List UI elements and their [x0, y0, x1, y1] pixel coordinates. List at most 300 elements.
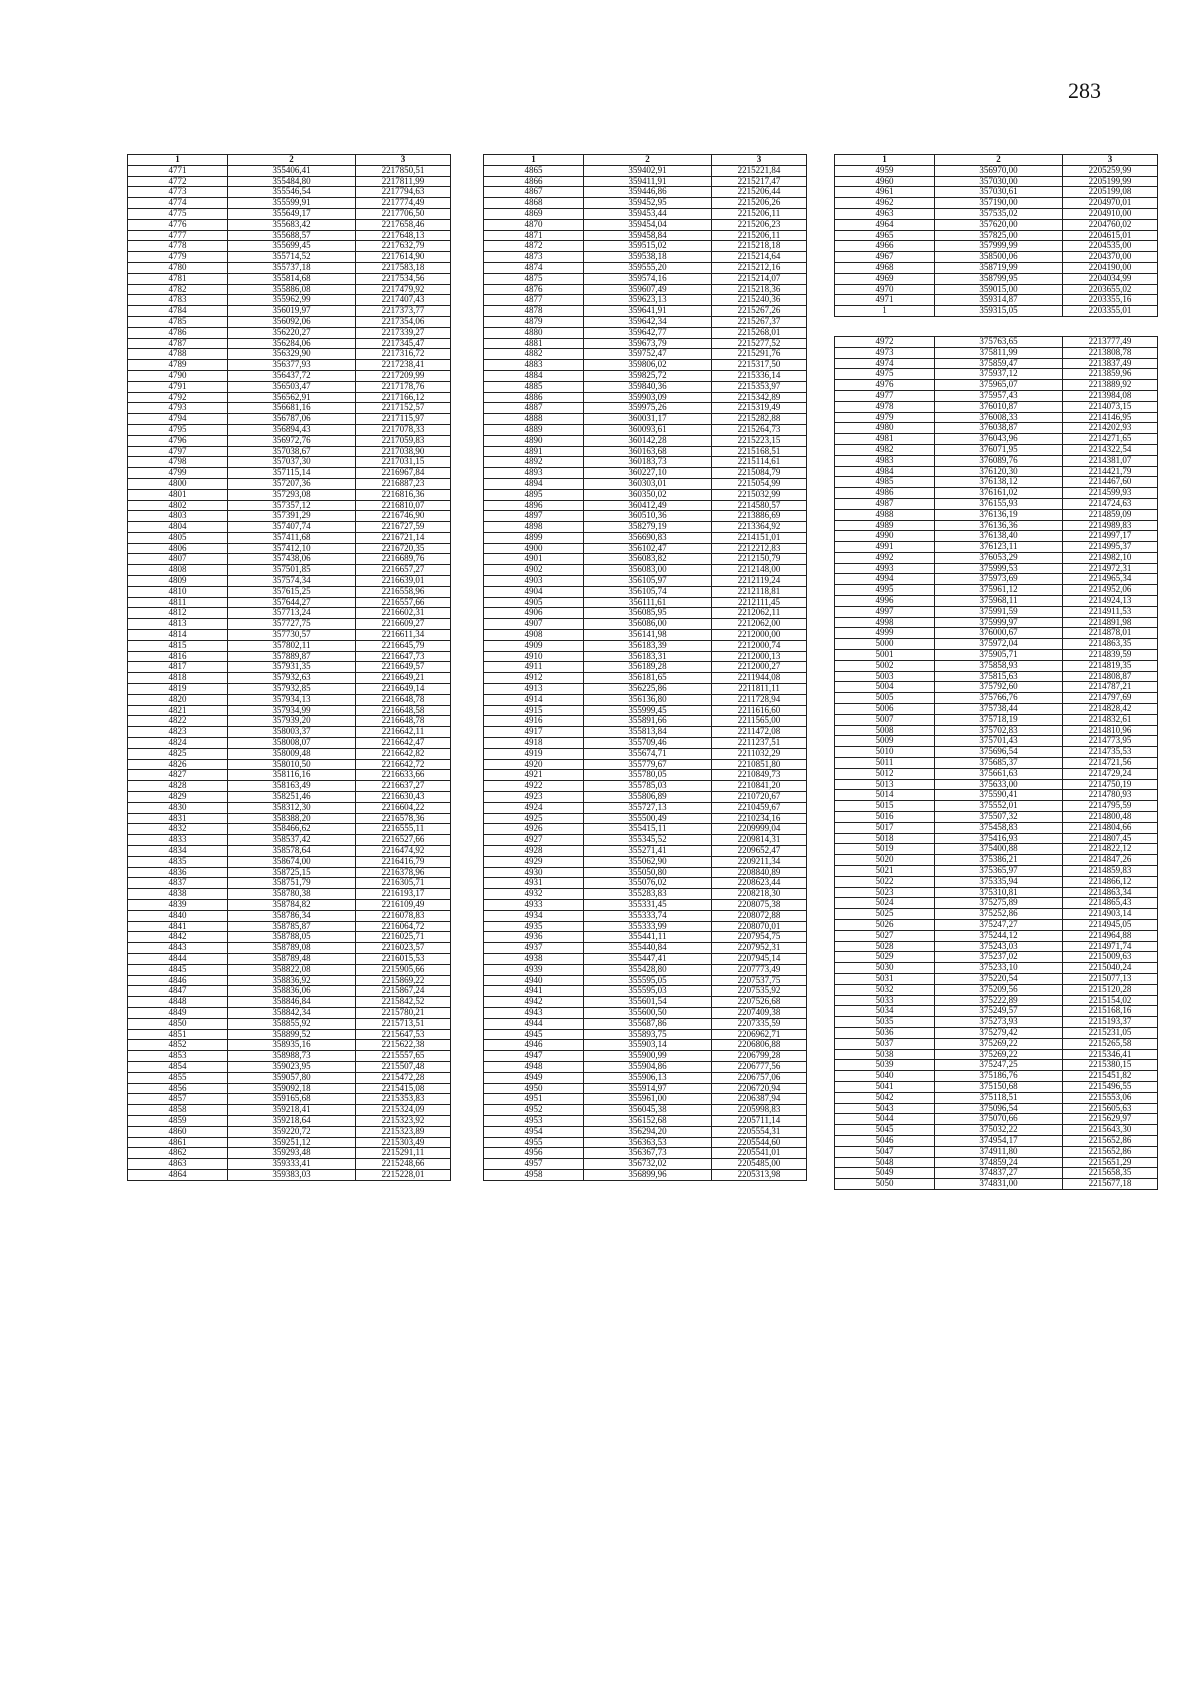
- y-coordinate-cell: 2208218,30: [712, 889, 807, 900]
- x-coordinate-cell: 360303,01: [584, 478, 712, 489]
- y-coordinate-cell: 2215248,66: [356, 1159, 451, 1170]
- point-number-cell: 5004: [835, 682, 935, 693]
- point-number-cell: 4924: [484, 802, 584, 813]
- x-coordinate-cell: 375972,04: [935, 639, 1063, 650]
- x-coordinate-cell: 375696,54: [935, 747, 1063, 758]
- point-number-cell: 5043: [835, 1103, 935, 1114]
- x-coordinate-cell: 355649,17: [228, 208, 356, 219]
- x-coordinate-cell: 356294,20: [584, 1126, 712, 1137]
- x-coordinate-cell: 355595,05: [584, 975, 712, 986]
- y-coordinate-cell: 2208840,89: [712, 867, 807, 878]
- table-row: [835, 412, 1158, 423]
- y-coordinate-cell: 2216023,57: [356, 943, 451, 954]
- table-row: [128, 230, 451, 241]
- x-coordinate-cell: 356329,90: [228, 349, 356, 360]
- y-coordinate-cell: 2215154,02: [1063, 995, 1158, 1006]
- point-number-cell: 5026: [835, 919, 935, 930]
- point-number-cell: 4972: [835, 336, 935, 347]
- x-coordinate-cell: 358466,62: [228, 824, 356, 835]
- y-coordinate-cell: 2208072,88: [712, 910, 807, 921]
- x-coordinate-cell: 375220,54: [935, 973, 1063, 984]
- table-row: [484, 478, 807, 489]
- point-number-cell: 4773: [128, 187, 228, 198]
- x-coordinate-cell: 357802,11: [228, 640, 356, 651]
- x-coordinate-cell: 375222,89: [935, 995, 1063, 1006]
- x-coordinate-cell: 358855,92: [228, 1018, 356, 1029]
- point-number-cell: 4964: [835, 219, 935, 230]
- y-coordinate-cell: 2214804,66: [1063, 822, 1158, 833]
- x-coordinate-cell: 375247,27: [935, 919, 1063, 930]
- table-row: [128, 640, 451, 651]
- y-coordinate-cell: 2211616,60: [712, 705, 807, 716]
- table-row: [484, 457, 807, 468]
- point-number-cell: 4850: [128, 1018, 228, 1029]
- point-number-cell: 4962: [835, 198, 935, 209]
- point-number-cell: 4840: [128, 910, 228, 921]
- point-number-cell: 5015: [835, 801, 935, 812]
- x-coordinate-cell: 359454,04: [584, 219, 712, 230]
- point-number-cell: 4970: [835, 284, 935, 295]
- point-number-cell: 4811: [128, 597, 228, 608]
- table-row: [484, 230, 807, 241]
- point-number-cell: 5045: [835, 1125, 935, 1136]
- y-coordinate-cell: 2207409,38: [712, 1007, 807, 1018]
- y-coordinate-cell: 2207535,92: [712, 986, 807, 997]
- y-coordinate-cell: 2215277,52: [712, 338, 807, 349]
- x-coordinate-cell: 358822,08: [228, 964, 356, 975]
- table-row: [128, 986, 451, 997]
- table-row: [484, 846, 807, 857]
- y-coordinate-cell: 2204910,00: [1063, 208, 1158, 219]
- x-coordinate-cell: 356105,97: [584, 576, 712, 587]
- y-coordinate-cell: 2215647,53: [356, 1029, 451, 1040]
- y-coordinate-cell: 2215268,01: [712, 327, 807, 338]
- point-number-cell: 4976: [835, 380, 935, 391]
- y-coordinate-cell: 2204615,01: [1063, 230, 1158, 241]
- x-coordinate-cell: 358725,15: [228, 867, 356, 878]
- point-number-cell: 4907: [484, 619, 584, 630]
- y-coordinate-cell: 2215168,51: [712, 446, 807, 457]
- x-coordinate-cell: 375701,43: [935, 736, 1063, 747]
- y-coordinate-cell: 2215658,35: [1063, 1168, 1158, 1179]
- table-row: [128, 1137, 451, 1148]
- table-row: [484, 824, 807, 835]
- point-number-cell: 4819: [128, 684, 228, 695]
- point-number-cell: 5047: [835, 1146, 935, 1157]
- y-coordinate-cell: 2214800,48: [1063, 812, 1158, 823]
- table-row: [835, 973, 1158, 984]
- y-coordinate-cell: 2215867,24: [356, 986, 451, 997]
- table-row: [128, 651, 451, 662]
- y-coordinate-cell: 2214982,10: [1063, 552, 1158, 563]
- table-row: [484, 889, 807, 900]
- point-number-cell: 4869: [484, 208, 584, 219]
- y-coordinate-cell: 2204190,00: [1063, 262, 1158, 273]
- x-coordinate-cell: 357190,00: [935, 198, 1063, 209]
- point-number-cell: 5014: [835, 790, 935, 801]
- y-coordinate-cell: 2216642,82: [356, 748, 451, 759]
- y-coordinate-cell: 2211237,51: [712, 738, 807, 749]
- y-coordinate-cell: 2215323,92: [356, 1115, 451, 1126]
- y-coordinate-cell: 2214863,35: [1063, 639, 1158, 650]
- y-coordinate-cell: 2216648,78: [356, 694, 451, 705]
- y-coordinate-cell: 2214724,63: [1063, 498, 1158, 509]
- point-number-cell: 5011: [835, 758, 935, 769]
- x-coordinate-cell: 376138,12: [935, 477, 1063, 488]
- table-row: [835, 725, 1158, 736]
- x-coordinate-cell: 358279,19: [584, 522, 712, 533]
- table-row: [484, 424, 807, 435]
- x-coordinate-cell: 360510,36: [584, 511, 712, 522]
- table-row: [484, 435, 807, 446]
- y-coordinate-cell: 2204970,01: [1063, 198, 1158, 209]
- y-coordinate-cell: 2214839,59: [1063, 650, 1158, 661]
- x-coordinate-cell: 374954,17: [935, 1135, 1063, 1146]
- y-coordinate-cell: 2213777,49: [1063, 336, 1158, 347]
- x-coordinate-cell: 375186,76: [935, 1071, 1063, 1082]
- point-number-cell: 4793: [128, 403, 228, 414]
- x-coordinate-cell: 375244,12: [935, 930, 1063, 941]
- y-coordinate-cell: 2216527,66: [356, 835, 451, 846]
- point-number-cell: 4865: [484, 165, 584, 176]
- point-number-cell: 4843: [128, 943, 228, 954]
- table-row: [835, 1006, 1158, 1017]
- x-coordinate-cell: 376123,11: [935, 542, 1063, 553]
- y-coordinate-cell: 2214146,95: [1063, 412, 1158, 423]
- table-row: [835, 284, 1158, 295]
- y-coordinate-cell: 2214599,93: [1063, 488, 1158, 499]
- x-coordinate-cell: 357889,87: [228, 651, 356, 662]
- x-coordinate-cell: 357620,00: [935, 219, 1063, 230]
- table-row: [128, 165, 451, 176]
- x-coordinate-cell: 359383,03: [228, 1169, 356, 1180]
- y-coordinate-cell: 2216649,21: [356, 673, 451, 684]
- point-number-cell: 4990: [835, 531, 935, 542]
- y-coordinate-cell: 2215905,66: [356, 964, 451, 975]
- point-number-cell: 4798: [128, 457, 228, 468]
- point-number-cell: 4981: [835, 434, 935, 445]
- point-number-cell: 4829: [128, 792, 228, 803]
- table-row: [484, 932, 807, 943]
- x-coordinate-cell: 359840,36: [584, 381, 712, 392]
- table-row: [128, 392, 451, 403]
- point-number-cell: 4912: [484, 673, 584, 684]
- table-row: [484, 316, 807, 327]
- table-row: [835, 714, 1158, 725]
- table-row: [128, 630, 451, 641]
- y-coordinate-cell: 2216649,57: [356, 662, 451, 673]
- table-row: [128, 846, 451, 857]
- y-coordinate-cell: 2213364,92: [712, 522, 807, 533]
- point-number-cell: 4859: [128, 1115, 228, 1126]
- x-coordinate-cell: 356681,16: [228, 403, 356, 414]
- point-number-cell: 4864: [128, 1169, 228, 1180]
- y-coordinate-cell: 2216558,96: [356, 586, 451, 597]
- point-number-cell: 4883: [484, 360, 584, 371]
- y-coordinate-cell: 2212119,24: [712, 576, 807, 587]
- x-coordinate-cell: 357357,12: [228, 500, 356, 511]
- point-number-cell: 4806: [128, 543, 228, 554]
- x-coordinate-cell: 358578,64: [228, 846, 356, 857]
- y-coordinate-cell: 2214971,74: [1063, 941, 1158, 952]
- y-coordinate-cell: 2216642,72: [356, 759, 451, 770]
- y-coordinate-cell: 2217031,15: [356, 457, 451, 468]
- point-number-cell: 5007: [835, 714, 935, 725]
- point-number-cell: 4879: [484, 316, 584, 327]
- point-number-cell: 4810: [128, 586, 228, 597]
- point-number-cell: 4998: [835, 617, 935, 628]
- x-coordinate-cell: 375763,65: [935, 336, 1063, 347]
- table-row: [128, 208, 451, 219]
- table-row: [835, 1157, 1158, 1168]
- table-row: [484, 414, 807, 425]
- x-coordinate-cell: 375096,54: [935, 1103, 1063, 1114]
- x-coordinate-cell: 355785,03: [584, 781, 712, 792]
- table-row: [128, 619, 451, 630]
- x-coordinate-cell: 355962,99: [228, 295, 356, 306]
- x-coordinate-cell: 375738,44: [935, 704, 1063, 715]
- x-coordinate-cell: 355814,68: [228, 273, 356, 284]
- x-coordinate-cell: 355345,52: [584, 835, 712, 846]
- x-coordinate-cell: 356894,43: [228, 424, 356, 435]
- x-coordinate-cell: 359411,91: [584, 176, 712, 187]
- y-coordinate-cell: 2215231,05: [1063, 1027, 1158, 1038]
- x-coordinate-cell: 355500,49: [584, 813, 712, 824]
- point-number-cell: 4988: [835, 509, 935, 520]
- x-coordinate-cell: 357644,27: [228, 597, 356, 608]
- table-row: [484, 1007, 807, 1018]
- y-coordinate-cell: 2215496,55: [1063, 1081, 1158, 1092]
- y-coordinate-cell: 2205485,00: [712, 1159, 807, 1170]
- table-row: [835, 477, 1158, 488]
- y-coordinate-cell: 2212118,81: [712, 586, 807, 597]
- point-number-cell: 4781: [128, 273, 228, 284]
- x-coordinate-cell: 356284,06: [228, 338, 356, 349]
- table-row: [484, 813, 807, 824]
- y-coordinate-cell: 2212111,45: [712, 597, 807, 608]
- y-coordinate-cell: 2217774,49: [356, 198, 451, 209]
- table-row: [835, 401, 1158, 412]
- x-coordinate-cell: 356083,00: [584, 565, 712, 576]
- y-coordinate-cell: 2215264,73: [712, 424, 807, 435]
- x-coordinate-cell: 375233,10: [935, 963, 1063, 974]
- y-coordinate-cell: 2205711,14: [712, 1115, 807, 1126]
- point-number-cell: 4995: [835, 585, 935, 596]
- table-row: [128, 964, 451, 975]
- table-row: [835, 574, 1158, 585]
- point-number-cell: 5037: [835, 1038, 935, 1049]
- point-number-cell: 4983: [835, 455, 935, 466]
- table-row: [128, 910, 451, 921]
- y-coordinate-cell: 2204760,02: [1063, 219, 1158, 230]
- x-coordinate-cell: 360031,17: [584, 414, 712, 425]
- x-coordinate-cell: 375685,37: [935, 758, 1063, 769]
- y-coordinate-cell: 2215319,49: [712, 403, 807, 414]
- y-coordinate-cell: 2216025,71: [356, 932, 451, 943]
- x-coordinate-cell: 355906,13: [584, 1072, 712, 1083]
- x-coordinate-cell: 358537,42: [228, 835, 356, 846]
- point-number-cell: 4887: [484, 403, 584, 414]
- point-number-cell: 4841: [128, 921, 228, 932]
- x-coordinate-cell: 376138,40: [935, 531, 1063, 542]
- table-row: [128, 856, 451, 867]
- point-number-cell: 4779: [128, 252, 228, 263]
- x-coordinate-cell: 358116,16: [228, 770, 356, 781]
- point-number-cell: 4860: [128, 1126, 228, 1137]
- table-row: [835, 434, 1158, 445]
- point-number-cell: 4915: [484, 705, 584, 716]
- point-number-cell: 4921: [484, 770, 584, 781]
- x-coordinate-cell: 355813,84: [584, 727, 712, 738]
- point-number-cell: 4894: [484, 478, 584, 489]
- x-coordinate-cell: 357730,57: [228, 630, 356, 641]
- y-coordinate-cell: 2216642,47: [356, 738, 451, 749]
- table-row: [128, 327, 451, 338]
- table-row: [128, 770, 451, 781]
- y-coordinate-cell: 2206799,28: [712, 1051, 807, 1062]
- y-coordinate-cell: 2211944,08: [712, 673, 807, 684]
- point-number-cell: 4947: [484, 1051, 584, 1062]
- x-coordinate-cell: 355699,45: [228, 241, 356, 252]
- point-number-cell: 5041: [835, 1081, 935, 1092]
- table-row: [835, 660, 1158, 671]
- table-row: [484, 1029, 807, 1040]
- y-coordinate-cell: 2212148,00: [712, 565, 807, 576]
- y-coordinate-cell: 2215346,41: [1063, 1049, 1158, 1060]
- point-number-cell: 4927: [484, 835, 584, 846]
- point-number-cell: 4911: [484, 662, 584, 673]
- point-number-cell: 5016: [835, 812, 935, 823]
- x-coordinate-cell: 355903,14: [584, 1040, 712, 1051]
- table-row: [484, 381, 807, 392]
- x-coordinate-cell: 356045,38: [584, 1105, 712, 1116]
- y-coordinate-cell: 2211728,94: [712, 694, 807, 705]
- table-row: [128, 705, 451, 716]
- y-coordinate-cell: 2205998,83: [712, 1105, 807, 1116]
- y-coordinate-cell: 2217038,90: [356, 446, 451, 457]
- y-coordinate-cell: 2215206,44: [712, 187, 807, 198]
- point-number-cell: 4855: [128, 1072, 228, 1083]
- y-coordinate-cell: 2216967,84: [356, 468, 451, 479]
- y-coordinate-cell: 2217115,97: [356, 414, 451, 425]
- y-coordinate-cell: 2215040,24: [1063, 963, 1158, 974]
- coordinate-table-2: [483, 154, 807, 1181]
- x-coordinate-cell: 356019,97: [228, 306, 356, 317]
- point-number-cell: 5000: [835, 639, 935, 650]
- x-coordinate-cell: 355062,90: [584, 856, 712, 867]
- table-row: [484, 1126, 807, 1137]
- point-number-cell: 4987: [835, 498, 935, 509]
- table-row: [128, 738, 451, 749]
- y-coordinate-cell: 2214822,12: [1063, 844, 1158, 855]
- table-row: [835, 563, 1158, 574]
- table-row: [484, 910, 807, 921]
- table-row: [835, 790, 1158, 801]
- table-row: [835, 1081, 1158, 1092]
- x-coordinate-cell: 357407,74: [228, 522, 356, 533]
- table-row: [128, 867, 451, 878]
- x-coordinate-cell: 356086,00: [584, 619, 712, 630]
- table-row: [484, 338, 807, 349]
- y-coordinate-cell: 2204370,00: [1063, 252, 1158, 263]
- y-coordinate-cell: 2217345,47: [356, 338, 451, 349]
- table-row: [128, 899, 451, 910]
- table-row: [128, 889, 451, 900]
- point-number-cell: 4797: [128, 446, 228, 457]
- y-coordinate-cell: 2214819,35: [1063, 660, 1158, 671]
- y-coordinate-cell: 2214995,37: [1063, 542, 1158, 553]
- y-coordinate-cell: 2215217,47: [712, 176, 807, 187]
- y-coordinate-cell: 2214989,83: [1063, 520, 1158, 531]
- x-coordinate-cell: 357574,34: [228, 576, 356, 587]
- point-number-cell: 5032: [835, 984, 935, 995]
- y-coordinate-cell: 2216602,31: [356, 608, 451, 619]
- table-row: [835, 930, 1158, 941]
- table-row: [128, 543, 451, 554]
- point-number-cell: 4844: [128, 953, 228, 964]
- y-coordinate-cell: 2215303,49: [356, 1137, 451, 1148]
- y-coordinate-cell: 2216746,90: [356, 511, 451, 522]
- point-number-cell: 4821: [128, 705, 228, 716]
- point-number-cell: 4862: [128, 1148, 228, 1159]
- table-row: [484, 219, 807, 230]
- table-row: [484, 748, 807, 759]
- table-row: [484, 543, 807, 554]
- y-coordinate-cell: 2209211,34: [712, 856, 807, 867]
- x-coordinate-cell: 355714,52: [228, 252, 356, 263]
- table-row: [484, 586, 807, 597]
- point-number-cell: 4818: [128, 673, 228, 684]
- point-number-cell: 4800: [128, 478, 228, 489]
- y-coordinate-cell: 2215084,79: [712, 468, 807, 479]
- point-number-cell: 4952: [484, 1105, 584, 1116]
- point-number-cell: 4884: [484, 370, 584, 381]
- table-row: [484, 306, 807, 317]
- y-coordinate-cell: 2217209,99: [356, 370, 451, 381]
- x-coordinate-cell: 356189,28: [584, 662, 712, 673]
- x-coordinate-cell: 356085,95: [584, 608, 712, 619]
- point-number-cell: 4784: [128, 306, 228, 317]
- point-number-cell: 5025: [835, 909, 935, 920]
- table-row: [484, 608, 807, 619]
- y-coordinate-cell: 2216647,73: [356, 651, 451, 662]
- y-coordinate-cell: 2216721,14: [356, 532, 451, 543]
- y-coordinate-cell: 2214859,09: [1063, 509, 1158, 520]
- table-row: [128, 802, 451, 813]
- x-coordinate-cell: 359251,12: [228, 1137, 356, 1148]
- point-number-cell: 4851: [128, 1029, 228, 1040]
- y-coordinate-cell: 2203655,02: [1063, 284, 1158, 295]
- table-row: [484, 176, 807, 187]
- point-number-cell: 4953: [484, 1115, 584, 1126]
- point-number-cell: 5028: [835, 941, 935, 952]
- y-coordinate-cell: 2217373,77: [356, 306, 451, 317]
- point-number-cell: 4827: [128, 770, 228, 781]
- point-number-cell: 5013: [835, 779, 935, 790]
- point-number-cell: 4822: [128, 716, 228, 727]
- table-row: [128, 1094, 451, 1105]
- x-coordinate-cell: 356183,31: [584, 651, 712, 662]
- point-number-cell: 4942: [484, 997, 584, 1008]
- x-coordinate-cell: 375957,43: [935, 390, 1063, 401]
- y-coordinate-cell: 2205554,31: [712, 1126, 807, 1137]
- table-row: [835, 1179, 1158, 1190]
- y-coordinate-cell: 2216720,35: [356, 543, 451, 554]
- table-row: [128, 316, 451, 327]
- table-row: [128, 511, 451, 522]
- point-number-cell: 4961: [835, 187, 935, 198]
- x-coordinate-cell: 356363,53: [584, 1137, 712, 1148]
